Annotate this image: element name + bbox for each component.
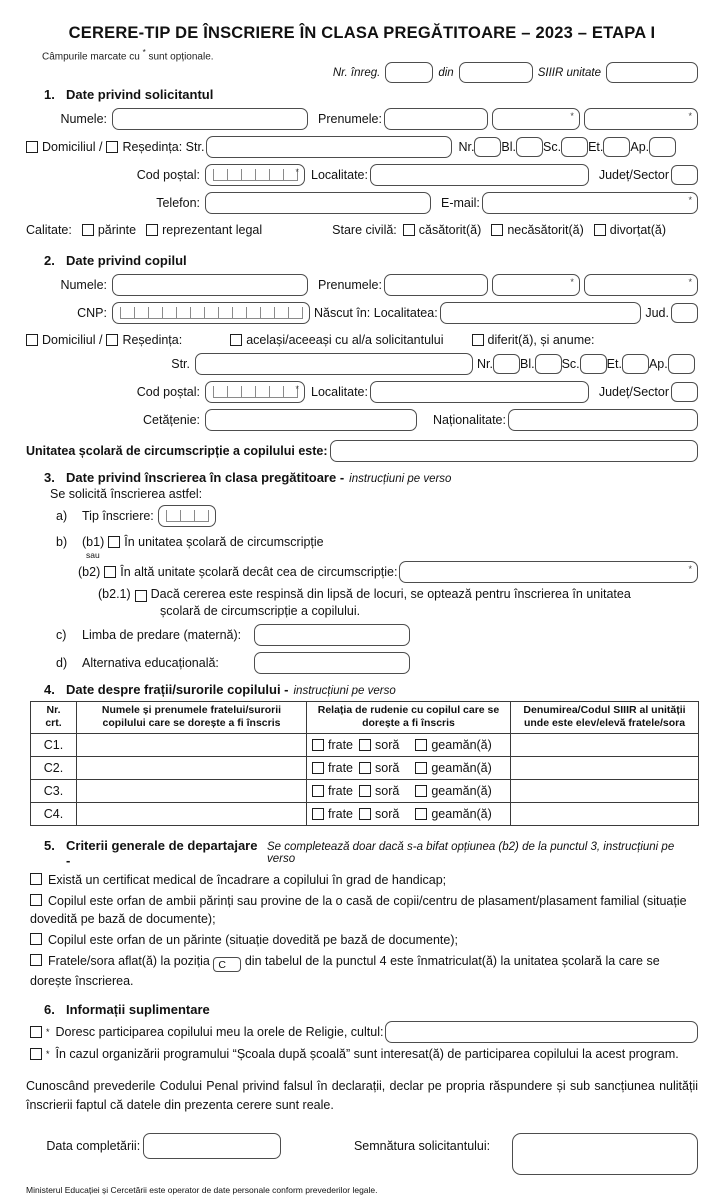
s3-a-label: a) (56, 509, 68, 524)
sora-label: soră (375, 737, 400, 752)
s1-domiciliul-label: Domiciliul / (42, 140, 103, 155)
optional-star: * (46, 1049, 50, 1060)
s2-cnp-row (26, 302, 698, 324)
geaman-label: geamăn(ă) (431, 806, 492, 821)
s2-nationalitate-input[interactable] (508, 409, 698, 431)
s1-reprezentant-label: reprezentant legal (162, 223, 263, 238)
s5-item1-text: Există un certificat medical de încadrare a copilului în grad de handicap; (48, 872, 447, 887)
s6-religie-row (30, 1021, 698, 1043)
s1-strada-input[interactable] (206, 136, 452, 158)
s3-c-row (56, 624, 698, 646)
s3-b1-label: (b1) (82, 535, 105, 550)
s3-intro: Se solicită înscrierea astfel: (50, 487, 203, 502)
frate-label: frate (328, 737, 354, 752)
sora-label: soră (375, 783, 400, 798)
s2-nr-input[interactable] (493, 354, 520, 374)
s6-cult-input[interactable] (385, 1021, 698, 1043)
s2-str-label: Str. (171, 357, 190, 372)
s1-prenumele-input-3[interactable] (584, 108, 698, 130)
s2-strada-input[interactable] (195, 353, 473, 375)
table-header-row (31, 702, 699, 733)
geaman-label: geamăn(ă) (431, 783, 492, 798)
s2-citizenship-row (26, 409, 698, 431)
s1-localitate-label: Localitate: (311, 168, 368, 183)
form-title: CERERE-TIP DE ÎNSCRIERE ÎN CLASA PREGĂTITOARE – 2023 – ETAPA I (68, 24, 656, 42)
optional-star: * (688, 195, 692, 206)
optional-star: * (295, 167, 299, 178)
s1-numele-input[interactable] (112, 108, 308, 130)
s1-bl-input[interactable] (516, 137, 543, 157)
row-id: C1. (31, 733, 77, 756)
s1-ap-label: Ap. (630, 140, 650, 155)
geaman-checkbox[interactable] (415, 785, 427, 797)
section4-number: 4. (44, 682, 55, 698)
s1-divortat-label: divorțat(ă) (609, 223, 667, 238)
s1-casatorit-label: căsătorit(ă) (418, 223, 482, 238)
s2-cod-postal-input[interactable] (205, 381, 305, 403)
s3-b2-row (78, 561, 698, 583)
relation-cell (307, 756, 511, 779)
s5-item3-text: Copilul este orfan de un părinte (situație dovedită pe bază de documente); (48, 932, 458, 947)
section5-heading (44, 838, 698, 868)
sora-checkbox[interactable] (359, 808, 371, 820)
s6-program-text: În cazul organizării programului “Școala după școală” sunt interesat(ă) de participarea copilului la acest program. (55, 1047, 679, 1062)
s3-b1-checkbox[interactable] (108, 536, 120, 548)
s1-email-input[interactable] (482, 192, 698, 214)
s2-nascut-label: Născut în: Localitatea: (314, 306, 438, 321)
s1-prenumele-label: Prenumele: (318, 112, 382, 127)
note-star: * (142, 48, 146, 57)
s2-nationalitate-label: Naționalitate: (433, 413, 506, 428)
frate-checkbox[interactable] (312, 785, 324, 797)
s2-cetatenie-label: Cetățenie: (143, 413, 200, 428)
s3-c-text: Limba de predare (maternă): (82, 628, 242, 643)
s2-sc-label: Sc. (561, 357, 580, 372)
section3-note: instrucțiuni pe verso (349, 473, 452, 486)
s1-address-row (26, 136, 698, 158)
sibling-name-input[interactable] (77, 733, 307, 756)
data-completarii-label: Data completării: (46, 1138, 141, 1153)
s3-b2-text: În altă unitate școlară decât cea de circumscripție: (120, 565, 398, 580)
frate-label: frate (328, 760, 354, 775)
s2-et-input[interactable] (622, 354, 649, 374)
registration-row (26, 62, 698, 83)
s2-domiciliul-checkbox[interactable] (26, 334, 38, 346)
section6-title: Informații suplimentare (66, 1002, 210, 1018)
s2-bl-label: Bl. (519, 357, 535, 372)
s1-et-input[interactable] (603, 137, 630, 157)
s2-address-option-row (26, 333, 698, 347)
s2-et-label: Et. (606, 357, 622, 372)
frate-label: frate (328, 806, 354, 821)
s2-diferit-label: diferit(ă), și anume: (487, 333, 595, 348)
sibling-school-input[interactable] (511, 779, 699, 802)
frate-checkbox[interactable] (312, 762, 324, 774)
sora-checkbox[interactable] (359, 739, 371, 751)
section4-note: instrucțiuni pe verso (293, 685, 396, 698)
siiir-label: SIIIR unitate (537, 66, 601, 79)
sibling-name-input[interactable] (77, 756, 307, 779)
s1-telefon-label: Telefon: (156, 196, 200, 211)
s2-resedinta-checkbox[interactable] (106, 334, 118, 346)
siiir-input[interactable] (606, 62, 698, 83)
s3-sau-label: sau (86, 550, 100, 561)
s2-numele-label: Numele: (60, 278, 107, 293)
s1-ap-input[interactable] (649, 137, 676, 157)
s5-item4-post: din tabelul de la punctul 4 este înmatriculat(ă) la unitatea școlară la care se dorește înscrierea. (30, 954, 660, 989)
sora-label: soră (375, 806, 400, 821)
s1-localitate-input[interactable] (370, 164, 589, 186)
s1-sc-input[interactable] (561, 137, 588, 157)
s3-b21-checkbox[interactable] (135, 590, 147, 602)
s2-jud-label: Jud. (645, 306, 669, 321)
s5-item3 (30, 931, 698, 949)
section1-title: Date privind solicitantul (66, 87, 214, 103)
relation-cell (307, 802, 511, 825)
section3-title: Date privind înscrierea în clasa pregătitoare - (66, 470, 345, 486)
s1-nr-label: Nr. (458, 140, 475, 155)
s1-postal-row (26, 164, 698, 186)
siblings-table (30, 701, 699, 825)
s2-domiciliul-label: Domiciliul / (42, 333, 103, 348)
s3-d-row (56, 652, 698, 674)
s1-resedinta-checkbox[interactable] (106, 141, 118, 153)
s3-b21-row (98, 587, 698, 602)
s1-status-row (26, 223, 698, 237)
s1-divortat-checkbox[interactable] (594, 224, 606, 236)
geaman-label: geamăn(ă) (431, 760, 492, 775)
optional-star: * (570, 111, 574, 122)
s1-judet-input[interactable] (671, 165, 698, 185)
s5-item4-checkbox[interactable] (30, 954, 42, 966)
s2-cnp-input[interactable] (112, 302, 310, 324)
table-row (31, 733, 699, 756)
s1-casatorit-checkbox[interactable] (403, 224, 415, 236)
s2-judet-input[interactable] (671, 382, 698, 402)
semnatura-input[interactable] (512, 1133, 698, 1175)
s2-prenumele-input-3[interactable] (584, 274, 698, 296)
din-label: din (438, 66, 454, 79)
s2-judet-label: Județ/Sector (598, 385, 669, 400)
note-pre: Câmpurile marcate cu (42, 51, 140, 63)
s2-ap-input[interactable] (668, 354, 695, 374)
s2-acelasi-label: același/aceeași cu al/a solicitantului (246, 333, 444, 348)
s2-numele-input[interactable] (112, 274, 308, 296)
frate-checkbox[interactable] (312, 739, 324, 751)
s5-item2-text: Copilul este orfan de ambii părinți sau provine de la o casă de copii/centru de plasament/plasament familial (situație dovedită pe bază de documente); (30, 893, 687, 926)
s1-bl-label: Bl. (501, 140, 517, 155)
s1-parinte-label: părinte (97, 223, 137, 238)
s3-b2-input[interactable] (399, 561, 698, 583)
table-row (31, 779, 699, 802)
row-id: C2. (31, 756, 77, 779)
s1-resedinta-label: Reședința: Str. (122, 140, 205, 155)
ministry-note: Ministerul Educației și Cercetării este operator de date personale conform prevederilor legale. (26, 1184, 378, 1195)
relation-cell (307, 733, 511, 756)
s2-street-row (26, 353, 698, 375)
sora-checkbox[interactable] (359, 785, 371, 797)
nr-inreg-input[interactable] (385, 62, 433, 83)
section2-title: Date privind copilul (66, 253, 187, 269)
col-header-nume: Numele și prenumele fratelui/surorii copilului care se dorește a fi înscris (77, 702, 307, 733)
s1-et-label: Et. (588, 140, 604, 155)
s3-b-label: b) (56, 535, 68, 550)
s2-diferit-checkbox[interactable] (472, 334, 484, 346)
s1-necasatorit-label: necăsătorit(ă) (507, 223, 584, 238)
s1-necasatorit-checkbox[interactable] (491, 224, 503, 236)
s2-name-row (26, 274, 698, 296)
s2-bl-input[interactable] (535, 354, 562, 374)
s1-stare-civila-label: Stare civilă: (332, 223, 397, 238)
s6-program-row (30, 1047, 698, 1061)
sibling-name-input[interactable] (77, 802, 307, 825)
s1-prenumele-input-1[interactable] (384, 108, 488, 130)
optional-star: * (46, 1027, 50, 1038)
s2-postal-row (26, 381, 698, 403)
optional-star: * (295, 384, 299, 395)
s1-cod-postal-label: Cod poștal: (136, 168, 200, 183)
frate-label: frate (328, 783, 354, 798)
geaman-checkbox[interactable] (415, 808, 427, 820)
sibling-school-input[interactable] (511, 802, 699, 825)
signature-row (26, 1133, 698, 1175)
col-header-relatie: Relația de rudenie cu copilul care se dorește a fi înscris (307, 702, 511, 733)
s3-b21-label: (b2.1) (98, 587, 131, 602)
s3-a-row (56, 505, 698, 527)
optional-star: * (688, 277, 692, 288)
row-id: C3. (31, 779, 77, 802)
geaman-checkbox[interactable] (415, 739, 427, 751)
note-post: sunt opționale. (148, 51, 214, 63)
s3-tip-label: Tip înscriere: (82, 509, 154, 524)
s2-resedinta-label: Reședința: (122, 333, 183, 348)
s1-reprezentant-checkbox[interactable] (146, 224, 158, 236)
s5-item4 (30, 952, 698, 990)
s1-judet-label: Județ/Sector (598, 168, 669, 183)
s1-contact-row (26, 192, 698, 214)
s3-b2-label: (b2) (78, 565, 101, 580)
table-row (31, 802, 699, 825)
s2-unitatea-label: Unitatea școlară de circumscripție a copilului este: (26, 444, 328, 459)
sibling-school-input[interactable] (511, 733, 699, 756)
relation-cell (307, 779, 511, 802)
geaman-checkbox[interactable] (415, 762, 427, 774)
s3-b21-text2: școlară de circumscripție a copilului. (160, 604, 361, 619)
col-header-unitate: Denumirea/Codul SIIIR al unității unde este elev/elevă fratele/sora (511, 702, 699, 733)
s2-sc-input[interactable] (580, 354, 607, 374)
nr-inreg-label: Nr. înreg. (332, 66, 381, 79)
s6-religie-text: Doresc participarea copilului meu la orele de Religie, cultul: (55, 1025, 384, 1040)
col-header-nr: Nr. crt. (31, 702, 77, 733)
s1-parinte-checkbox[interactable] (82, 224, 94, 236)
s5-item1-checkbox[interactable] (30, 873, 42, 885)
s2-nr-label: Nr. (477, 357, 493, 372)
s2-unitatea-input[interactable] (330, 440, 699, 462)
section2-heading (44, 253, 698, 268)
section5-note: Se completează doar dacă s-a bifat opțiunea (b2) de la punctul 3, instrucțiuni pe verso (267, 840, 675, 865)
s1-name-row (26, 108, 698, 130)
s3-limba-input[interactable] (254, 624, 410, 646)
s2-cetatenie-input[interactable] (205, 409, 417, 431)
section5-title: Criterii generale de departajare - (66, 837, 258, 868)
s2-prenumele-label: Prenumele: (318, 278, 382, 293)
s5-item3-checkbox[interactable] (30, 933, 42, 945)
din-input[interactable] (459, 62, 533, 83)
sora-checkbox[interactable] (359, 762, 371, 774)
section5-number: 5. (44, 837, 55, 853)
s6-religie-checkbox[interactable] (30, 1026, 42, 1038)
section4-heading (44, 682, 698, 697)
s3-c-label: c) (56, 628, 67, 643)
s1-sc-label: Sc. (543, 140, 562, 155)
s3-b21-text: Dacă cererea este respinsă din lipsă de locuri, se optează pentru înscrierea în unitatea (150, 587, 631, 602)
s3-d-label: d) (56, 656, 68, 671)
s2-prenumele-input-1[interactable] (384, 274, 488, 296)
s2-ap-label: Ap. (648, 357, 668, 372)
section2-number: 2. (44, 253, 55, 269)
s2-jud-input[interactable] (671, 303, 698, 323)
optional-star: * (688, 564, 692, 575)
s5-item2-checkbox[interactable] (30, 894, 42, 906)
section4-title: Date despre frații/surorile copilului - (66, 682, 289, 698)
s5-item1 (30, 871, 698, 889)
s1-telefon-input[interactable] (205, 192, 431, 214)
s5-position-input[interactable]: C (213, 957, 241, 972)
s1-domiciliul-checkbox[interactable] (26, 141, 38, 153)
s2-acelasi-checkbox[interactable] (230, 334, 242, 346)
section3-number: 3. (44, 470, 55, 486)
s6-program-checkbox[interactable] (30, 1048, 42, 1060)
geaman-label: geamăn(ă) (431, 737, 492, 752)
s2-school-row (26, 440, 698, 462)
table-row (31, 756, 699, 779)
s3-b1-row (56, 535, 698, 549)
frate-checkbox[interactable] (312, 808, 324, 820)
s2-localitate-input[interactable] (370, 381, 589, 403)
s5-item2 (30, 892, 698, 928)
s1-cod-postal-input[interactable] (205, 164, 305, 186)
s1-prenumele-input-2[interactable] (492, 108, 580, 130)
optional-star: * (570, 277, 574, 288)
section1-heading (44, 87, 698, 102)
s1-numele-label: Numele: (60, 112, 107, 127)
section3-heading (44, 470, 698, 485)
declaration-text: Cunoscând prevederile Codului Penal privind falsul în declarații, declar pe propria răspundere și sub sancțiunea nulității înscrierii faptul că datele din prezenta cerere sunt reale. (26, 1079, 698, 1112)
row-id: C4. (31, 802, 77, 825)
s2-localitate-label: Localitate: (311, 385, 368, 400)
section6-number: 6. (44, 1002, 55, 1018)
section1-number: 1. (44, 87, 55, 103)
sibling-school-input[interactable] (511, 756, 699, 779)
s2-prenumele-input-2[interactable] (492, 274, 580, 296)
s3-b1-text: În unitatea școlară de circumscripție (124, 535, 324, 550)
sora-label: soră (375, 760, 400, 775)
s2-cnp-label: CNP: (77, 306, 107, 321)
s3-b2-checkbox[interactable] (104, 566, 116, 578)
s1-nr-input[interactable] (474, 137, 501, 157)
s5-item4-pre: Fratele/sora aflat(ă) la poziția (48, 954, 210, 969)
s3-tip-inscriere-input[interactable] (158, 505, 216, 527)
semnatura-label: Semnătura solicitantului: (353, 1138, 491, 1153)
s1-email-label: E-mail: (441, 196, 480, 211)
optional-fields-note (42, 48, 698, 62)
sibling-name-input[interactable] (77, 779, 307, 802)
section6-heading (44, 1002, 698, 1017)
s3-d-text: Alternativa educațională: (82, 656, 219, 671)
s2-nascut-localitate-input[interactable] (440, 302, 642, 324)
s3-alternativa-input[interactable] (254, 652, 410, 674)
s1-calitate-label: Calitate: (26, 223, 72, 238)
data-completarii-input[interactable] (143, 1133, 281, 1159)
s2-cod-postal-label: Cod poștal: (136, 385, 200, 400)
optional-star: * (688, 111, 692, 122)
